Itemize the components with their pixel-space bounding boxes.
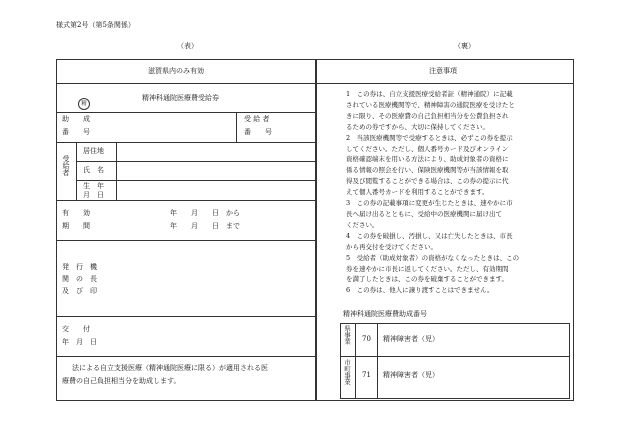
note-line: えて個人番号カードを利用することができます。: [346, 188, 489, 197]
statement-line-1: 法による自立支援医療（精神通院医療に限る）が適用される医: [72, 364, 268, 372]
code-table: [340, 323, 570, 399]
recipient-number-label-a: 受 給 者: [244, 115, 270, 123]
period-label-b: 期 間: [62, 222, 90, 230]
validity-text: 滋賀県内のみ有効: [148, 67, 204, 75]
note-line: ください。: [346, 220, 379, 229]
recipient-group-label: 受給者: [62, 155, 70, 176]
issuer-label-b: 関 の 長: [62, 275, 97, 283]
recipient-number-label-b: 番 号: [244, 128, 272, 136]
note-line: から再交付を受けてください。: [346, 242, 437, 251]
issuer-label-a: 発 行 機: [62, 263, 97, 271]
note-line: されている医療機関等で、精神障害の通院医療を受けたと: [346, 100, 515, 109]
code-row-desc: 精神障害者（児）: [383, 335, 439, 343]
front-card: [56, 59, 316, 401]
front-label: （表）: [177, 42, 198, 50]
note-line: 得及び閲覧することができる場合は、この券の提示に代: [346, 177, 509, 186]
notes-heading: 注意事項: [429, 67, 457, 75]
note-line: 券を速やかに市長に返してください。ただし、有効期間: [346, 264, 509, 273]
period-from: 年 月 日 から: [170, 209, 240, 217]
form-id: 様式第2号（第5条関係）: [56, 21, 135, 29]
subsidy-number-label-b: 番 号: [62, 128, 90, 136]
note-line: 3 この券の記載事項に変更が生じたときは、速やかに市: [346, 199, 513, 208]
period-label-a: 有 効: [62, 209, 90, 217]
dob-label-a: 生 年: [83, 182, 104, 190]
note-line: を満了したときは、この券を破棄することができます。: [346, 275, 508, 284]
note-line: 2 当該医療機関等で受療するときは、必ずこの券を提示: [346, 133, 513, 142]
code-row-group: 県事業: [343, 325, 351, 345]
note-line: るための券ですから、大切に保持してください。: [346, 122, 489, 131]
period-to: 年 月 日 まで: [170, 222, 240, 230]
note-line: 4 この券を破損し、汚損し、又は亡失したときは、市長: [346, 231, 513, 240]
note-line: 長へ届け出るとともに、受給中の医療機関に届け出て: [346, 209, 502, 218]
dob-label-b: 月 日: [83, 191, 104, 199]
code-row-group: 市町事業: [343, 359, 351, 385]
address-label: 居住地: [83, 147, 104, 155]
seal-char: 精: [78, 98, 90, 110]
issuer-label-c: 及 び 印: [62, 287, 97, 295]
note-line: してください。ただし、個人番号カード及びオンライン: [346, 144, 509, 153]
card-title: 精神科通院医療費受給券: [142, 94, 219, 102]
code-row-desc: 精神障害者（児）: [383, 371, 439, 379]
name-label: 氏 名: [83, 166, 104, 174]
note-line: 5 受給者（助成対象者）の資格がなくなったときは、この: [346, 253, 520, 262]
seal-mark: [78, 92, 90, 110]
notes-list: [346, 89, 519, 296]
code-row-code: 70: [362, 335, 371, 343]
statement-line-2: 療費の自己負担相当分を助成します。: [62, 377, 181, 385]
note-line: 1 この券は、自立支援医療受給者証（精神通院）に記載: [346, 90, 513, 98]
note-line: 係る情報の照会を行い、保険医療機関等が当該情報を取: [346, 166, 509, 175]
code-table-title: 精神科通院医療費助成番号: [343, 310, 427, 318]
note-line: 6 この券は、他人に譲り渡すことはできません。: [346, 286, 494, 295]
back-label: （裏）: [454, 42, 475, 50]
note-line: きに限り、その医療費の自己負担相当分を公費負担され: [346, 111, 509, 120]
issue-date-label-b: 年 月 日: [62, 338, 97, 346]
issue-date-label-a: 交 付: [62, 325, 90, 333]
subsidy-number-label-a: 助 成: [62, 115, 90, 123]
note-line: 資格確認端末を用いる方法により、助成対象者の資格に: [346, 155, 509, 164]
code-row-code: 71: [362, 371, 371, 379]
